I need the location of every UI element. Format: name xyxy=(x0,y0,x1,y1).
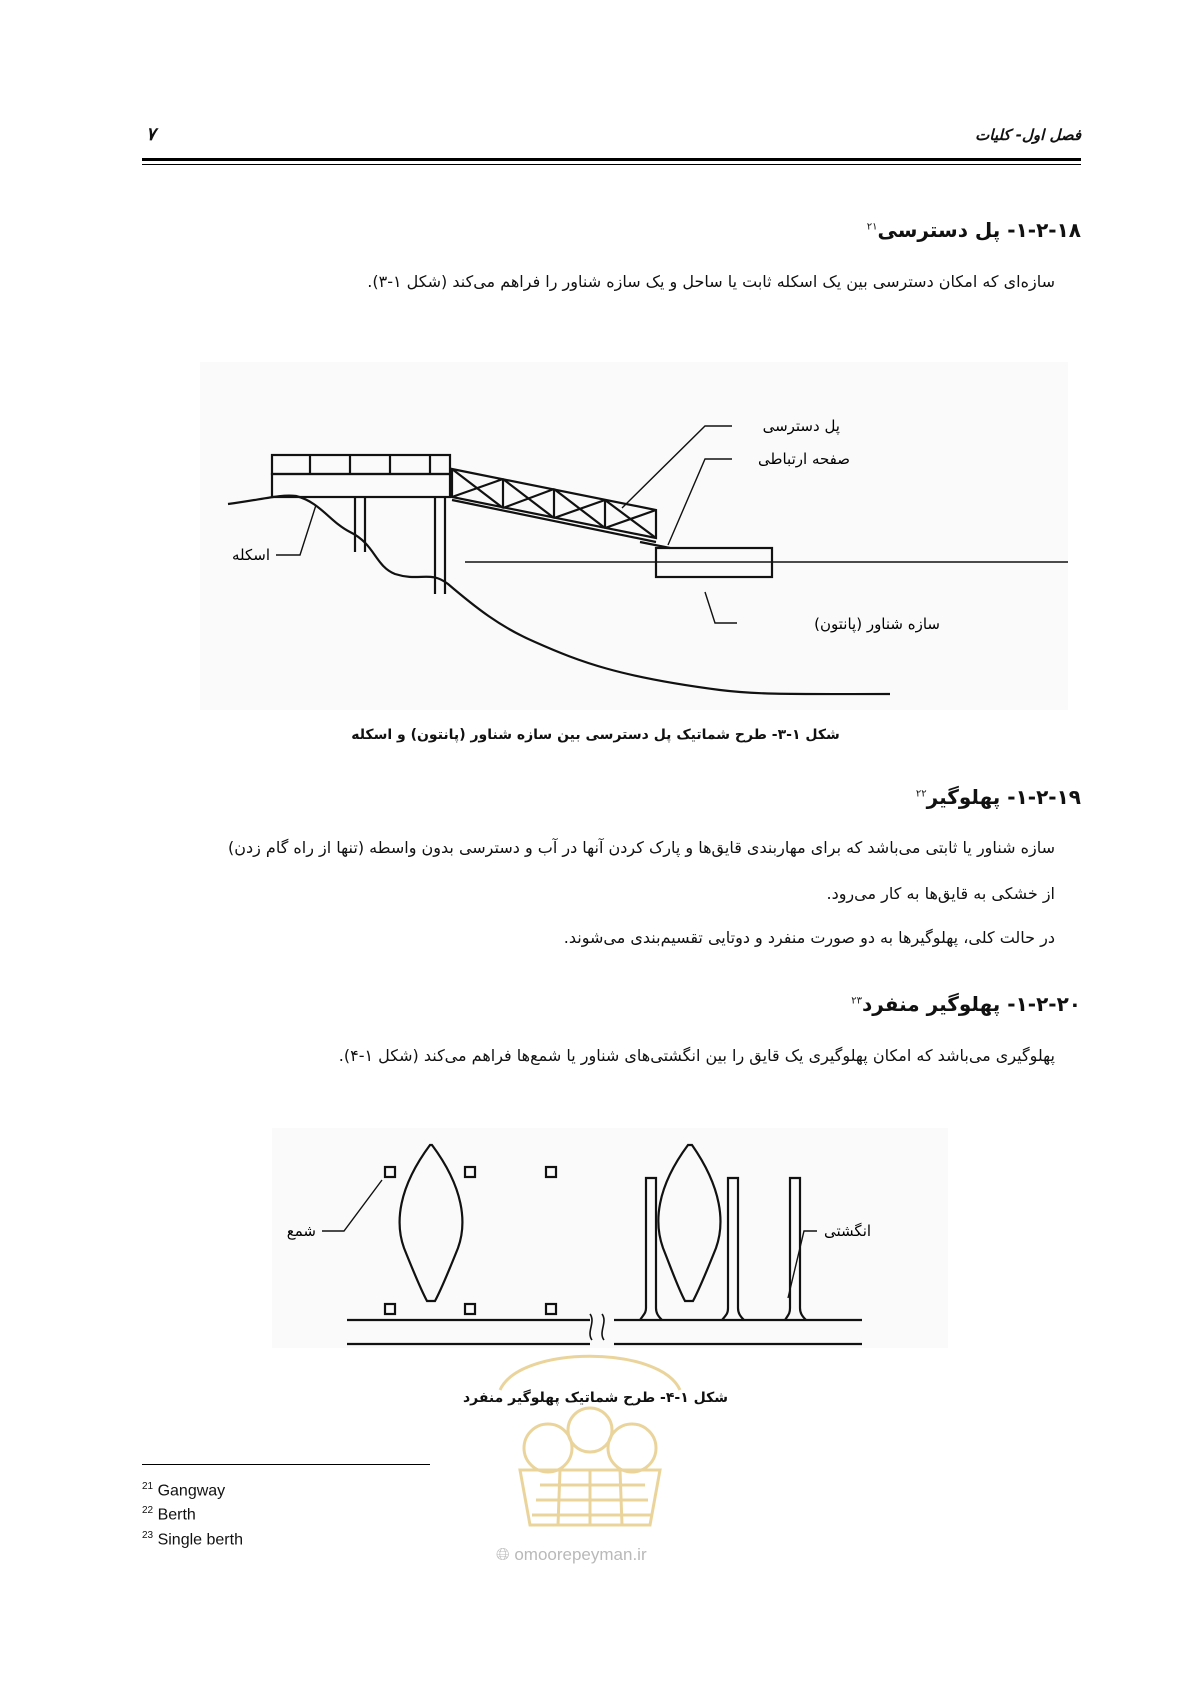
paragraph-berth-line2: از خشکی به قایق‌ها به کار می‌رود. xyxy=(826,884,1055,903)
footnote-23: $^{23}$ Single berth xyxy=(142,1530,243,1549)
figure-caption-3: شکل ۱-۳- طرح شماتیک پل دسترسی بین سازه شناور (پانتون) و اسکله xyxy=(351,727,840,743)
footnote-ref: ۲۱ xyxy=(866,221,878,233)
section-heading-gangway: ۱-۲-۱۸- پل دسترسی$^{۲۱}$ xyxy=(866,218,1081,242)
pile xyxy=(465,1304,475,1314)
header-rule-thick xyxy=(142,158,1081,161)
label-pier: اسکله xyxy=(231,546,270,564)
figure-single-berth-diagram xyxy=(272,1128,948,1348)
page-number: ۷ xyxy=(146,124,156,145)
paragraph-single-berth: پهلوگیری می‌باشد که امکان پهلوگیری یک قایق را بین انگشتی‌های شناور یا شمع‌ها فراهم می‌کند (شکل ۱-۴). xyxy=(338,1046,1055,1065)
boat xyxy=(400,1145,463,1301)
leader-gangway xyxy=(622,426,732,508)
pile xyxy=(465,1167,475,1177)
chapter-title: فصل اول- کلیات xyxy=(975,126,1081,144)
boat xyxy=(658,1145,720,1301)
pier-railing xyxy=(272,455,450,474)
label-gangway: پل دسترسی xyxy=(762,417,840,435)
section-heading-berth: ۱-۲-۱۹- پهلوگیر$^{۲۲}$ xyxy=(915,785,1081,809)
label-pontoon: سازه شناور (پانتون) xyxy=(814,615,940,633)
figure-gangway-diagram xyxy=(200,362,1068,710)
paragraph-berth-line3: در حالت کلی، پهلوگیرها به دو صورت منفرد و دوتایی تقسیم‌بندی می‌شوند. xyxy=(563,928,1055,947)
finger xyxy=(722,1178,744,1320)
pile xyxy=(385,1167,395,1177)
watermark-logo xyxy=(470,1330,710,1530)
leader-pontoon xyxy=(705,592,737,623)
footnote-22: $^{22}$ Berth xyxy=(142,1505,196,1524)
label-pile: شمع xyxy=(286,1222,316,1240)
header-rule-thin xyxy=(142,164,1081,165)
paragraph-gangway: سازه‌ای که امکان دسترسی بین یک اسکله ثابت یا ساحل و یک سازه شناور را فراهم می‌کند (شکل ۱-۳). xyxy=(367,272,1055,291)
leader-finger xyxy=(788,1231,817,1298)
finger xyxy=(785,1178,806,1320)
paragraph-berth-line1: سازه شناور یا ثابتی می‌باشد که برای مهاربندی قایق‌ها و پارک کردن آنها در آب و دسترسی بدون واسطه (تنها از راه گام زدن) xyxy=(227,838,1055,857)
footnote-ref: ۲۲ xyxy=(915,788,927,800)
footnote-21: $^{21}$ Gangway xyxy=(142,1481,226,1500)
footnote-rule xyxy=(142,1464,430,1465)
label-plate: صفحه ارتباطی xyxy=(758,450,850,468)
label-finger: انگشتی xyxy=(824,1222,872,1240)
footnote-ref: ۲۳ xyxy=(851,995,863,1007)
finger xyxy=(640,1178,662,1320)
leader-plate xyxy=(668,459,732,545)
section-heading-single-berth: ۱-۲-۲۰- پهلوگیر منفرد$^{۲۳}$ xyxy=(851,992,1081,1016)
figure-caption-4: شکل ۱-۴- طرح شماتیک پهلوگیر منفرد xyxy=(462,1390,729,1406)
leader-pier xyxy=(276,505,316,555)
pile xyxy=(546,1304,556,1314)
pile xyxy=(385,1304,395,1314)
leader-pile xyxy=(322,1180,382,1231)
pier-deck xyxy=(272,474,450,497)
watermark-url: 🌐︎ omoorepeyman.ir xyxy=(496,1545,647,1564)
pile xyxy=(546,1167,556,1177)
seabed-line xyxy=(228,496,890,694)
